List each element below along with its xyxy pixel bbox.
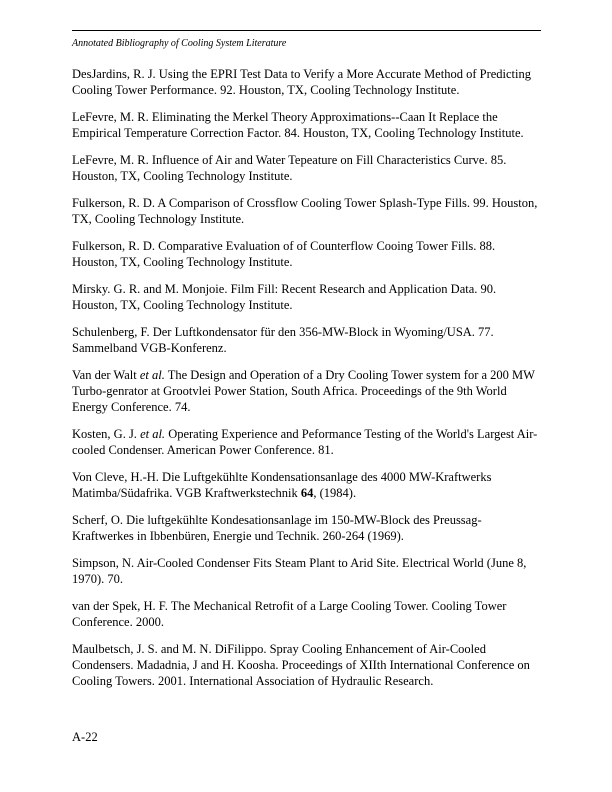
bibliography-entry [72, 109, 541, 141]
entry-text-segment: Van der Walt [72, 368, 140, 382]
bibliography-entry [72, 238, 541, 270]
entry-text-segment: The Design and Operation of a Dry Cooling Tower system for a 200 MW Turbo-genrator at Grootvlei Power Station, South Africa. Proceedings of the 9th World Energy Conference. 74. [72, 368, 535, 414]
bibliography-entry [72, 367, 541, 415]
bibliography-entry [72, 426, 541, 458]
bibliography-entry [72, 66, 541, 98]
entry-text-segment: Maulbetsch, J. S. and M. N. DiFilippo. Spray Cooling Enhancement of Air-Cooled Condensers. Madadnia, J and H. Koosha. Proceedings of XIIth International Conference on Cooling Towers. 2001. International Association of Hydraulic Research. [72, 642, 530, 688]
entry-text-segment: DesJardins, R. J. Using the EPRI Test Data to Verify a More Accurate Method of Predicting Cooling Tower Performance. 92. Houston, TX, Cooling Technology Institute. [72, 67, 531, 97]
entry-text-segment: van der Spek, H. F. The Mechanical Retrofit of a Large Cooling Tower. Cooling Tower Conference. 2000. [72, 599, 507, 629]
entry-text-segment: Scherf, O. Die luftgekühlte Kondesationsanlage im 150-MW-Block des Preussag-Kraftwerkes in Ibbenbüren, Energie und Technik. 260-264 (1969). [72, 513, 482, 543]
bibliography-entry [72, 555, 541, 587]
bibliography-list [72, 66, 541, 700]
running-header: Annotated Bibliography of Cooling System Literature [72, 38, 287, 49]
entry-text-segment: Operating Experience and Peformance Testing of the World's Largest Air-cooled Condenser. American Power Conference. 81. [72, 427, 538, 457]
entry-text-segment: , (1984). [313, 486, 357, 500]
entry-text-segment: LeFevre, M. R. Eliminating the Merkel Theory Approximations--Caan It Replace the Empirical Temperature Correction Factor. 84. Houston, TX, Cooling Technology Institute. [72, 110, 524, 140]
entry-text-segment: LeFevre, M. R. Influence of Air and Water Tepeature on Fill Characteristics Curve. 85. Houston, TX, Cooling Technology Institute. [72, 153, 507, 183]
entry-text-segment: Mirsky. G. R. and M. Monjoie. Film Fill: Recent Research and Application Data. 90. Houston, TX, Cooling Technology Institute. [72, 282, 497, 312]
entry-text-segment: et al. [139, 368, 165, 382]
bibliography-entry [72, 281, 541, 313]
entry-text-segment: Fulkerson, R. D. Comparative Evaluation of of Counterflow Cooing Tower Fills. 88. Houston, TX, Cooling Technology Institute. [72, 239, 496, 269]
entry-text-segment: et al. [140, 427, 166, 441]
bibliography-entry [72, 641, 541, 689]
bibliography-entry [72, 152, 541, 184]
bibliography-entry [72, 195, 541, 227]
entry-text-segment: 64 [300, 486, 314, 500]
entry-text-segment: Fulkerson, R. D. A Comparison of Crossflow Cooling Tower Splash-Type Fills. 99. Houston, TX, Cooling Technology Institute. [72, 196, 538, 226]
bibliography-entry [72, 512, 541, 544]
entry-text-segment: Kosten, G. J. [72, 427, 141, 441]
header-rule [72, 30, 541, 31]
entry-text-segment: Simpson, N. Air-Cooled Condenser Fits Steam Plant to Arid Site. Electrical World (June 8, 1970). 70. [72, 556, 527, 586]
bibliography-entry [72, 469, 541, 501]
bibliography-entry [72, 324, 541, 356]
bibliography-entry [72, 598, 541, 630]
entry-text-segment: Schulenberg, F. Der Luftkondensator für den 356-MW-Block in Wyoming/USA. 77. Sammelband VGB-Konferenz. [72, 325, 494, 355]
entry-text-segment: Von Cleve, H.-H. Die Luftgekühlte Kondensationsanlage des 4000 MW-Kraftwerks Matimba/Südafrika. VGB Kraftwerkstechnik [72, 470, 492, 500]
page-number: A-22 [72, 730, 98, 744]
